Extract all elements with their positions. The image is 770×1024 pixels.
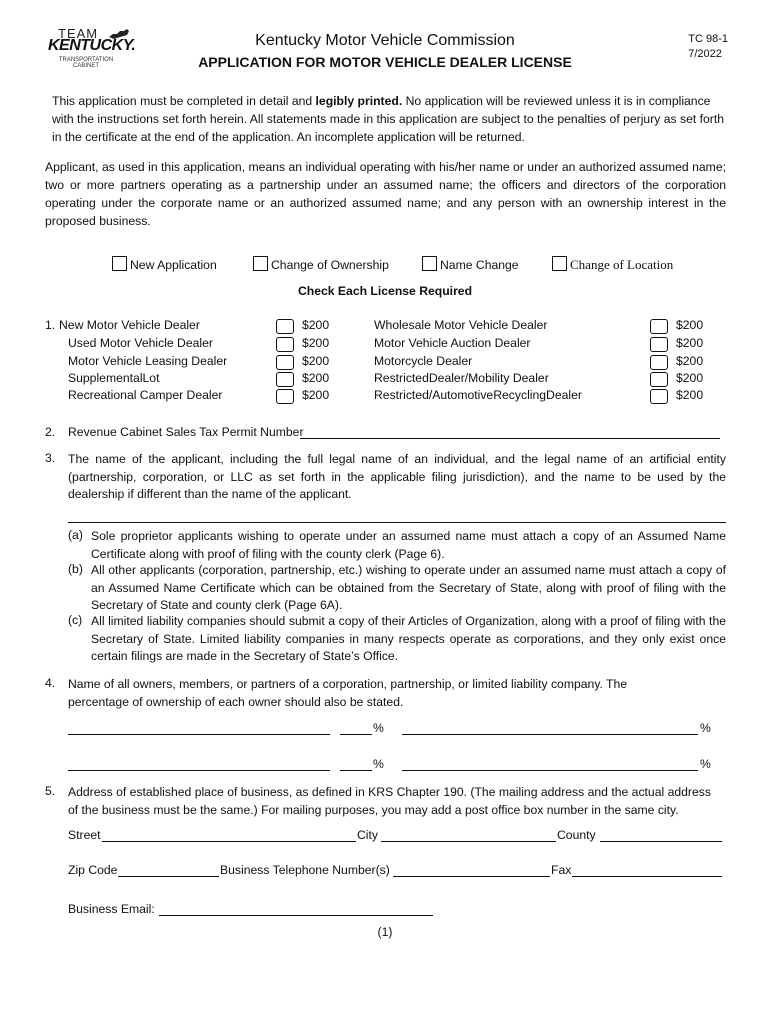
item-number-2: 2. xyxy=(45,425,56,439)
percent-sign: % xyxy=(700,757,711,771)
license-right-1: Motor Vehicle Auction Dealer xyxy=(374,336,531,350)
license-right-2: Motorcycle Dealer xyxy=(374,354,473,368)
city-input[interactable] xyxy=(381,828,556,842)
license-checkbox-motorcycle[interactable] xyxy=(650,355,668,370)
checkbox-new-application[interactable] xyxy=(112,256,217,272)
license-fee: $200 xyxy=(302,336,330,350)
percent-sign: % xyxy=(373,757,384,771)
percent-sign: % xyxy=(700,721,711,735)
sub-label-a: (a) xyxy=(68,528,83,542)
form-title: APPLICATION FOR MOTOR VEHICLE DEALER LICENSE xyxy=(198,54,572,70)
applicant-name-input[interactable] xyxy=(68,508,726,523)
license-name: New Motor Vehicle Dealer xyxy=(59,318,200,332)
sales-tax-permit-label: Revenue Cabinet Sales Tax Permit Number xyxy=(68,425,304,439)
sub-text-b: All other applicants (corporation, partnership, etc.) wishing to operate under an assumed name must attach a copy of an Assumed Name Certificate which can be obtained from the Secretary of State, along with proof of filing with the Secretary of State and county clerk (Page 6A). xyxy=(91,563,726,612)
license-name: SupplementalLot xyxy=(68,371,160,385)
license-name: Used Motor Vehicle Dealer xyxy=(68,336,213,350)
checkbox-change-of-ownership[interactable] xyxy=(253,256,389,272)
license-fee: $200 xyxy=(676,318,704,332)
license-fee: $200 xyxy=(676,336,704,350)
license-fee: $200 xyxy=(676,354,704,368)
license-right-3: RestrictedDealer/Mobility Dealer xyxy=(374,371,549,385)
license-checkbox-leasing[interactable] xyxy=(276,355,294,370)
license-fee: $200 xyxy=(676,388,704,402)
intro-p1-bold: legibly printed. xyxy=(315,94,403,108)
percent-sign: % xyxy=(373,721,384,735)
license-right-0: Wholesale Motor Vehicle Dealer xyxy=(374,318,548,332)
checkbox-label: Name Change xyxy=(440,258,519,272)
license-left-4 xyxy=(68,388,222,402)
license-left-0 xyxy=(59,318,200,332)
form-date: 7/2022 xyxy=(688,48,722,60)
license-checkbox-wholesale[interactable] xyxy=(650,319,668,334)
license-checkbox-restricted-mobility[interactable] xyxy=(650,372,668,387)
form-number: TC 98-1 xyxy=(688,33,728,45)
license-fee: $200 xyxy=(676,371,704,385)
street-input[interactable] xyxy=(102,828,356,842)
license-left-3 xyxy=(68,371,159,385)
sub-label-c: (c) xyxy=(68,613,83,627)
license-name: Recreational Camper Dealer xyxy=(68,388,223,402)
license-left-1 xyxy=(68,336,213,350)
license-checkbox-supplemental-lot[interactable] xyxy=(276,372,294,387)
checkbox-box[interactable] xyxy=(422,256,437,271)
license-checkbox-auction[interactable] xyxy=(650,337,668,352)
sub-text-a: Sole proprietor applicants wishing to operate under an assumed name must attach a copy of an Assumed Name Certificate along with proof of filing with the county clerk (Page 6). xyxy=(91,529,726,561)
owner-percent-input[interactable] xyxy=(340,758,372,771)
checkbox-box[interactable] xyxy=(552,256,567,271)
license-heading: Check Each License Required xyxy=(297,284,473,298)
county-input[interactable] xyxy=(600,828,722,842)
owner-name-input[interactable] xyxy=(68,758,330,771)
agency-name: Kentucky Motor Vehicle Commission xyxy=(255,32,515,49)
item5-text: Address of established place of business, as defined in KRS Chapter 190. (The mailing address and the actual address of the business must be the same.) For mailing purposes, you may add a post office box number in the same city. xyxy=(68,785,711,817)
item-number-4: 4. xyxy=(45,676,56,690)
license-left-2 xyxy=(68,354,227,368)
item-number-1: 1. xyxy=(45,318,56,332)
email-label: Business Email: xyxy=(68,902,155,916)
sub-label-b: (b) xyxy=(68,562,83,576)
license-name: Motor Vehicle Leasing Dealer xyxy=(68,354,228,368)
logo-cabinet-line1: TRANSPORTATION xyxy=(58,57,114,63)
intro-paragraph-1 xyxy=(52,92,728,146)
fax-input[interactable] xyxy=(572,863,722,877)
street-label: Street xyxy=(68,828,101,842)
item-number-3: 3. xyxy=(45,451,56,465)
checkbox-label: Change of Location xyxy=(570,257,674,272)
intro-p1-text: This application must be completed in detail and xyxy=(52,94,316,108)
item-number-5: 5. xyxy=(45,784,56,798)
license-fee: $200 xyxy=(302,354,330,368)
phone-input[interactable] xyxy=(393,863,550,877)
email-input[interactable] xyxy=(159,902,433,916)
license-checkbox-new-motor-vehicle[interactable] xyxy=(276,319,294,334)
sales-tax-permit-input[interactable] xyxy=(300,425,720,439)
logo-kentucky-text: KENTUCKY. xyxy=(48,37,136,54)
license-right-4: Restricted/AutomotiveRecyclingDealer xyxy=(374,388,582,402)
item4-text: Name of all owners, members, or partners of a corporation, partnership, or limited liability company. The percentage of ownership of each owner should also be stated. xyxy=(68,677,628,709)
item3-text: The name of the applicant, including the full legal name of an individual, and the legal name of an artificial entity (partnership, corporation, or LLC as set forth in the applicable filing jurisdiction), and the name to be used by the dealership if different than the name of the applicant. xyxy=(68,452,726,501)
checkbox-box[interactable] xyxy=(253,256,268,271)
license-fee: $200 xyxy=(302,318,330,332)
zip-input[interactable] xyxy=(118,863,219,877)
fax-label: Fax xyxy=(551,863,572,877)
page-number: (1) xyxy=(377,925,393,939)
city-label: City xyxy=(357,828,378,842)
license-checkbox-recreational-camper[interactable] xyxy=(276,389,294,404)
intro-p1-rest: No application will be reviewed unless it is in compliance with the instructions set forth herein. All statements made in this application are subject to the penalties of perjury as set forth in the certificate at the end of the application. An incomplete application will be returned. xyxy=(52,94,725,144)
owner-percent-input[interactable] xyxy=(340,722,372,735)
form-id xyxy=(688,32,728,62)
license-checkbox-restricted-recycling[interactable] xyxy=(650,389,668,404)
license-checkbox-used-motor-vehicle[interactable] xyxy=(276,337,294,352)
county-label: County xyxy=(557,828,596,842)
logo-cabinet-line2: CABINET xyxy=(72,63,99,69)
zip-label: Zip Code xyxy=(68,863,118,877)
logo-team-text: TEAM xyxy=(58,26,99,41)
license-fee: $200 xyxy=(302,388,330,402)
license-fee: $200 xyxy=(302,371,330,385)
checkbox-box[interactable] xyxy=(112,256,127,271)
owner-name-input[interactable] xyxy=(402,758,698,771)
sub-text-c: All limited liability companies should submit a copy of their Articles of Organization, along with a proof of filing with the Secretary of State. Limited liability companies in many respects operate as corporations, and they only exist once certain filings are made in the Secretary of State’s Office. xyxy=(91,614,726,663)
checkbox-label: Change of Ownership xyxy=(271,258,389,272)
owner-name-input[interactable] xyxy=(402,722,698,735)
intro-paragraph-2: Applicant, as used in this application, means an individual operating with his/her name or under an authorized assumed name; two or more partners operating as a partnership under an assumed name; the officers and directors of the corporation operating under the corporate name or an authorized assumed name; and any person with an ownership interest in the proposed business. xyxy=(45,160,726,228)
phone-label: Business Telephone Number(s) xyxy=(220,863,390,877)
checkbox-change-of-location[interactable] xyxy=(552,256,673,273)
checkbox-name-change[interactable] xyxy=(422,256,519,272)
checkbox-label: New Application xyxy=(130,258,217,272)
owner-name-input[interactable] xyxy=(68,722,330,735)
